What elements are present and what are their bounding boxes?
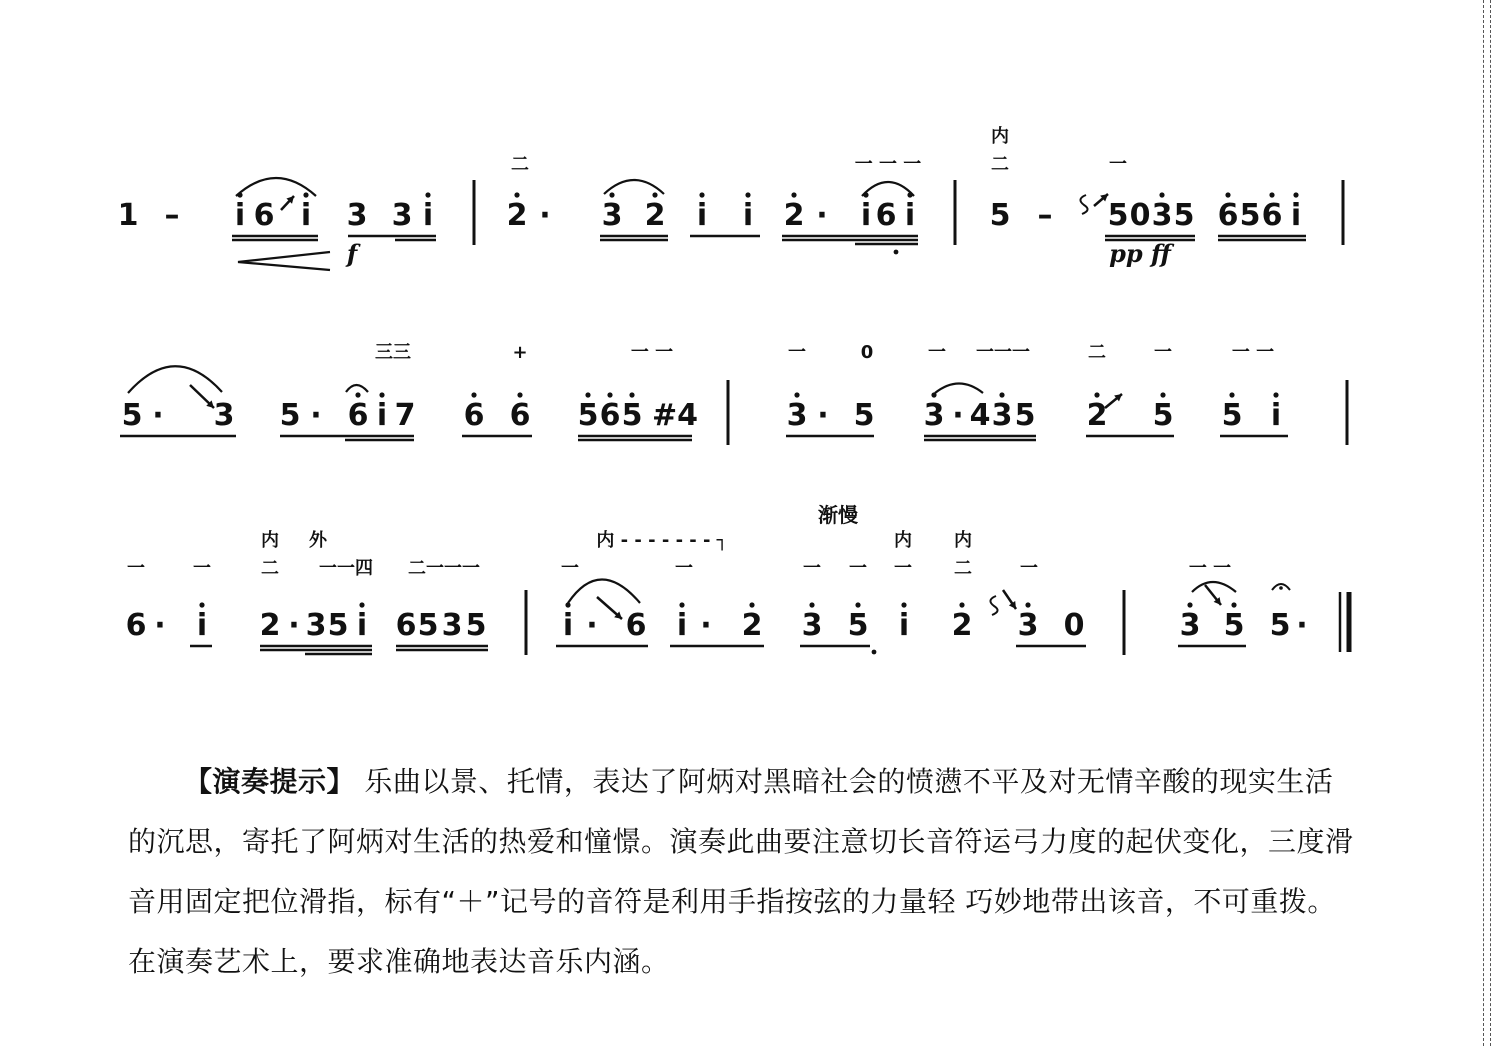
score-note: i xyxy=(696,198,708,233)
fingering-mark: 一 xyxy=(788,342,806,363)
score-note: 3 xyxy=(305,608,327,643)
octave-dot xyxy=(303,192,308,197)
score-note: 5 xyxy=(1173,198,1195,233)
score-note: · xyxy=(288,608,300,643)
octave-dot xyxy=(585,392,590,397)
tips-label: 【演奏提示】 xyxy=(184,765,356,798)
score-note: 3 xyxy=(391,198,413,233)
octave-dot xyxy=(872,650,877,655)
slur xyxy=(128,366,222,393)
score-note: i xyxy=(1290,198,1302,233)
octave-dot xyxy=(679,602,684,607)
score-note: 5 xyxy=(847,608,869,643)
score-notes xyxy=(118,125,1308,643)
octave-dot xyxy=(607,392,612,397)
score-note: · xyxy=(154,608,166,643)
octave-dot xyxy=(359,602,364,607)
dynamic-mark: f xyxy=(346,239,358,268)
score-note: 6 xyxy=(509,398,531,433)
fingering-mark: 一 xyxy=(803,558,821,579)
score-note: 3 xyxy=(1017,608,1039,643)
score-note: 3 xyxy=(1179,608,1201,643)
score-note: 2 xyxy=(1086,398,1108,433)
octave-dot xyxy=(1269,192,1274,197)
octave-dot xyxy=(901,602,906,607)
fingering-mark: 一 xyxy=(1154,342,1172,363)
octave-dot xyxy=(1231,602,1236,607)
fingering-mark: 内 xyxy=(261,530,279,551)
octave-dot xyxy=(999,392,1004,397)
score-note: 5 xyxy=(121,398,143,433)
score-note: i xyxy=(422,198,434,233)
slur xyxy=(862,182,914,196)
score-note: 6 xyxy=(347,398,369,433)
score-note: 1 xyxy=(117,198,139,233)
score-note: · xyxy=(152,398,164,433)
fingering-mark: 一一四 xyxy=(319,558,373,579)
octave-dot xyxy=(565,602,570,607)
fingering-mark: 二 xyxy=(261,558,279,579)
slur xyxy=(346,385,368,392)
score-note: 3 xyxy=(441,608,463,643)
octave-dot xyxy=(791,192,796,197)
tips-text: 乐曲以景、托情，表达了阿炳对黑暗社会的愤懑不平及对无情辛酸的现实生活的沉思，寄托了阿炳对生活的热爱和憧憬。演奏此曲要注意切长音符运弓力度的起伏变化，三度滑音用固定把位滑指，标有“＋”记号的音符是利用手指按弦的力量轻 巧妙地带出该音，不可重拨。在演奏艺术上，要求准确地表达音乐内涵。 xyxy=(128,765,1354,978)
fingering-mark: 一 xyxy=(127,558,145,579)
fingering-mark: 内 xyxy=(954,530,972,551)
octave-dot xyxy=(517,392,522,397)
octave-dot xyxy=(652,192,657,197)
fingering-mark: 一 xyxy=(193,558,211,579)
score-note: 5 xyxy=(1221,398,1243,433)
score-note: · xyxy=(1296,608,1308,643)
score-note: 0 xyxy=(1129,198,1151,233)
score-note: 6 xyxy=(1217,198,1239,233)
score-note: · xyxy=(539,198,551,233)
score-note: 5 xyxy=(853,398,875,433)
fingering-mark: 二 xyxy=(1088,342,1106,363)
performance-tips xyxy=(128,752,1358,992)
score-note: i xyxy=(300,198,312,233)
fingering-mark: + xyxy=(512,342,528,363)
slur xyxy=(1192,582,1236,592)
octave-dot xyxy=(1094,392,1099,397)
fingering-mark: 一 一 xyxy=(630,342,674,363)
score-note: – xyxy=(164,198,180,233)
score-note: – xyxy=(1037,198,1053,233)
score-note: · xyxy=(310,398,322,433)
score-note: 3 xyxy=(801,608,823,643)
score-note: i xyxy=(904,198,916,233)
fingering-mark: 一 xyxy=(561,558,579,579)
dynamic-marks xyxy=(345,239,1175,268)
score-note: 2 xyxy=(951,608,973,643)
score-note: 5 xyxy=(1152,398,1174,433)
fingering-mark: 内 xyxy=(991,126,1009,147)
score-note: 5 xyxy=(1269,608,1291,643)
score-note: 6 xyxy=(463,398,485,433)
octave-dot xyxy=(959,602,964,607)
octave-dot xyxy=(794,392,799,397)
octave-dot xyxy=(855,602,860,607)
score-note: 3 xyxy=(1151,198,1173,233)
fingering-mark: 外 xyxy=(309,530,327,551)
score-note: i xyxy=(742,198,754,233)
score-note: 3 xyxy=(923,398,945,433)
fermata-dot xyxy=(1279,586,1283,590)
score-note: 5 xyxy=(327,608,349,643)
octave-dot xyxy=(1025,602,1030,607)
score-note: 5 xyxy=(577,398,599,433)
fingering-mark: 一 一 xyxy=(1188,558,1232,579)
score-note: 6 xyxy=(1261,198,1283,233)
score-note: #4 xyxy=(651,398,699,433)
score-note: 0 xyxy=(1063,608,1085,643)
octave-dot xyxy=(629,392,634,397)
octave-dot xyxy=(609,192,614,197)
octave-dot xyxy=(1160,392,1165,397)
octave-dot xyxy=(1225,192,1230,197)
dynamic-mark: pp ff xyxy=(1109,239,1171,268)
score-note: 2 xyxy=(259,608,281,643)
score-note: 3 xyxy=(786,398,808,433)
octave-dot xyxy=(1187,602,1192,607)
octave-dot xyxy=(809,602,814,607)
score-note: · xyxy=(816,198,828,233)
octave-dot xyxy=(1159,192,1164,197)
score-note: 2 xyxy=(783,198,805,233)
score-note: 5 xyxy=(279,398,301,433)
octave-dot xyxy=(514,192,519,197)
octave-dot xyxy=(1273,392,1278,397)
fingering-mark: 二 xyxy=(991,154,1009,175)
fingering-mark: 一 xyxy=(894,558,912,579)
tempo-mark: 渐慢 xyxy=(818,503,858,527)
slur xyxy=(604,180,664,194)
score-note: 2 xyxy=(741,608,763,643)
score-note: i xyxy=(898,608,910,643)
score-note: i xyxy=(676,608,688,643)
octave-dot xyxy=(199,602,204,607)
score-note: 5 xyxy=(1107,198,1129,233)
fingering-mark: 三三 xyxy=(375,342,411,363)
score-note: 5 xyxy=(1239,198,1261,233)
octave-dot xyxy=(907,192,912,197)
score-note: 7 xyxy=(394,398,416,433)
score-note: 5 xyxy=(417,608,439,643)
octave-dot xyxy=(749,602,754,607)
fingering-mark: 二 xyxy=(511,154,529,175)
octave-dot xyxy=(471,392,476,397)
grace-ornament xyxy=(990,596,997,615)
fingering-mark: 二 xyxy=(954,558,972,579)
fingering-mark: 0 xyxy=(860,342,874,363)
fingering-mark: 内 - - - - - - - ┐ xyxy=(596,530,728,551)
score-note: i xyxy=(196,608,208,643)
fingering-mark: 一 xyxy=(1020,558,1038,579)
fingering-mark: 一 一 一 xyxy=(854,154,922,175)
octave-dot xyxy=(931,392,936,397)
fingering-mark: 一 xyxy=(1109,154,1127,175)
score-note: 5 xyxy=(1223,608,1245,643)
score-note: 3 xyxy=(346,198,368,233)
score-note: 4 xyxy=(969,398,991,433)
score-note: 5 xyxy=(621,398,643,433)
score-note: 2 xyxy=(506,198,528,233)
grace-ornament xyxy=(1080,195,1087,214)
octave-dot xyxy=(863,192,868,197)
score-note: · xyxy=(700,608,712,643)
fingering-mark: 一 xyxy=(849,558,867,579)
score-note: 6 xyxy=(875,198,897,233)
octave-dot xyxy=(355,392,360,397)
slur xyxy=(568,580,640,604)
score-note: 3 xyxy=(991,398,1013,433)
score-note: 6 xyxy=(253,198,275,233)
score-note: 3 xyxy=(213,398,235,433)
score-note: i xyxy=(234,198,246,233)
fingering-mark: 一 xyxy=(675,558,693,579)
score-note: · xyxy=(817,398,829,433)
fingering-mark: 内 xyxy=(894,530,912,551)
score-note: 2 xyxy=(644,198,666,233)
fingering-mark: 一 xyxy=(928,342,946,363)
score-note: i xyxy=(376,398,388,433)
score-note: 6 xyxy=(395,608,417,643)
score-note: 5 xyxy=(989,198,1011,233)
score-note: 6 xyxy=(125,608,147,643)
score-note: i xyxy=(562,608,574,643)
octave-dot xyxy=(237,192,242,197)
score-note: 3 xyxy=(601,198,623,233)
fingering-mark: 二一一一 xyxy=(408,558,480,579)
score-note: · xyxy=(952,398,964,433)
octave-dot xyxy=(894,250,899,255)
score-note: i xyxy=(356,608,368,643)
score-note: i xyxy=(860,198,872,233)
fingering-mark: 一 一 xyxy=(1231,342,1275,363)
slur xyxy=(236,178,316,196)
score-note: · xyxy=(586,608,598,643)
octave-dot xyxy=(745,192,750,197)
score-note: 5 xyxy=(1014,398,1036,433)
octave-dot xyxy=(699,192,704,197)
score-note: i xyxy=(1270,398,1282,433)
octave-dot xyxy=(1293,192,1298,197)
fingering-mark: 一一一 xyxy=(976,342,1030,363)
crescendo-hairpin xyxy=(238,252,330,270)
slur xyxy=(935,384,983,394)
octave-dot xyxy=(379,392,384,397)
score-note: 6 xyxy=(599,398,621,433)
octave-dot xyxy=(425,192,430,197)
score-note: 5 xyxy=(465,608,487,643)
score-note: 6 xyxy=(625,608,647,643)
octave-dot xyxy=(1229,392,1234,397)
